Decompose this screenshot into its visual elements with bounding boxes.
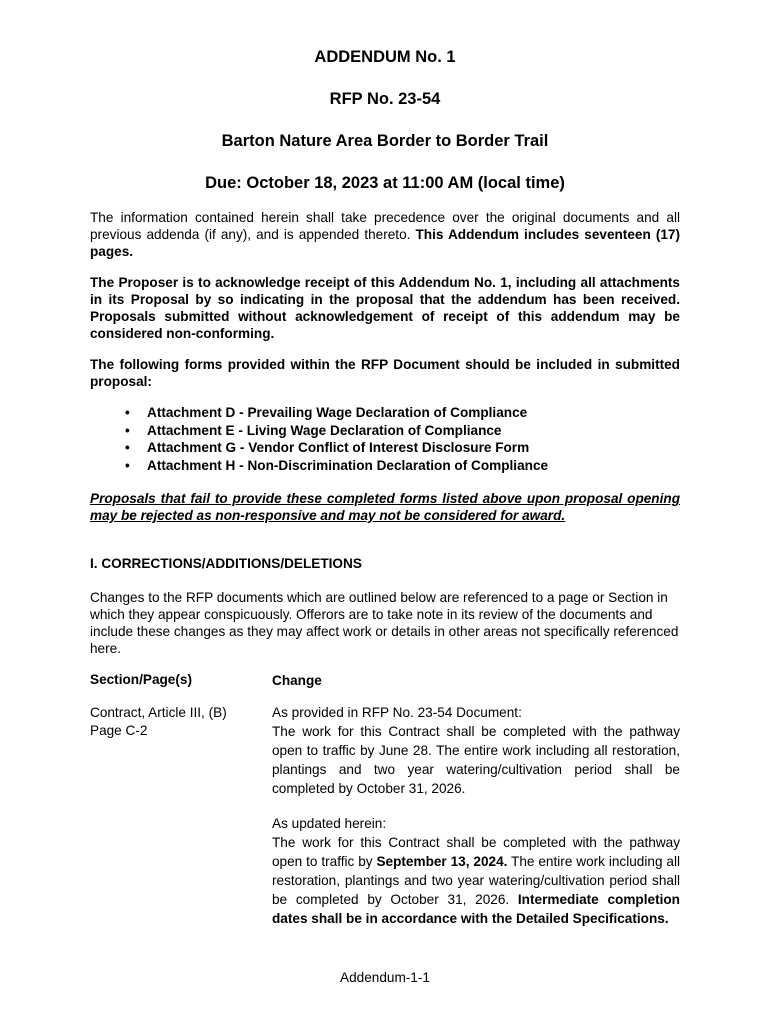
updated-text-a: The work for this Contract shall be completed with the pathway open to traffic by: [272, 835, 680, 869]
page-footer: Addendum-1-1: [340, 970, 430, 985]
table-row-section: [90, 704, 260, 740]
updated-text: [272, 833, 680, 928]
list-item: • Attachment E - Living Wage Declaration of Compliance: [90, 422, 548, 440]
provided-label: As provided in RFP No. 23-54 Document:: [272, 705, 522, 720]
updated-text-b: The entire work including all restoration, plantings and two year watering/cultivation period shall be completed by October 31, 2026.: [272, 854, 680, 907]
column-header-change: Change: [272, 673, 322, 688]
list-item: • Attachment G - Vendor Conflict of Interest Disclosure Form: [90, 439, 548, 457]
updated-date: September 13, 2024.: [376, 854, 508, 869]
section-heading: I. CORRECTIONS/ADDITIONS/DELETIONS: [90, 556, 362, 571]
warning-notice: Proposals that fail to provide these completed forms listed above upon proposal opening may be rejected as non-responsive and may not be considered for award.: [90, 491, 680, 523]
provided-text: The work for this Contract shall be completed with the pathway open to traffic by June 28. The entire work including all restoration, plantings and two year watering/cultivation period shall be completed by October 31, 2026.: [272, 724, 680, 796]
intro-page-count: This Addendum includes seventeen (17) pages.: [90, 227, 680, 259]
section-intro: Changes to the RFP documents which are outlined below are referenced to a page or Section in which they appear conspicuously. Offerors are to take note in its review of the documents and include these changes as they may affect work or details in other areas not specifically referenced here.: [90, 590, 679, 656]
column-header-section: Section/Page(s): [90, 672, 192, 687]
section-ref-line1: Contract, Article III, (B): [90, 705, 227, 720]
rfp-number: RFP No. 23-54: [329, 90, 441, 108]
acknowledge-paragraph: The Proposer is to acknowledge receipt of this Addendum No. 1, including all attachments in its Proposal by so indicating in the proposal that the addendum has been received. Proposals submitted without acknowledgement of receipt of this addendum may be considered non-conforming.: [90, 275, 680, 341]
section-ref-line2: Page C-2: [90, 723, 148, 738]
project-name: Barton Nature Area Border to Border Trail: [221, 132, 549, 150]
forms-intro: The following forms provided within the RFP Document should be included in submitted proposal:: [90, 357, 680, 389]
intro-paragraph: [90, 209, 680, 260]
change-updated: [272, 814, 680, 928]
required-forms-list: [90, 404, 548, 474]
addendum-title: ADDENDUM No. 1: [314, 48, 456, 66]
change-provided: [272, 703, 680, 798]
updated-label: As updated herein:: [272, 816, 387, 831]
due-date: Due: October 18, 2023 at 11:00 AM (local time): [205, 174, 565, 192]
intro-text: The information contained herein shall take precedence over the original documents and all previous addenda (if any), and is appended thereto.: [90, 210, 680, 242]
updated-intermediate-dates: Intermediate completion dates shall be in accordance with the Detailed Specifications.: [272, 892, 680, 926]
list-item: • Attachment H - Non-Discrimination Declaration of Compliance: [90, 457, 548, 475]
list-item: • Attachment D - Prevailing Wage Declaration of Compliance: [90, 404, 548, 422]
